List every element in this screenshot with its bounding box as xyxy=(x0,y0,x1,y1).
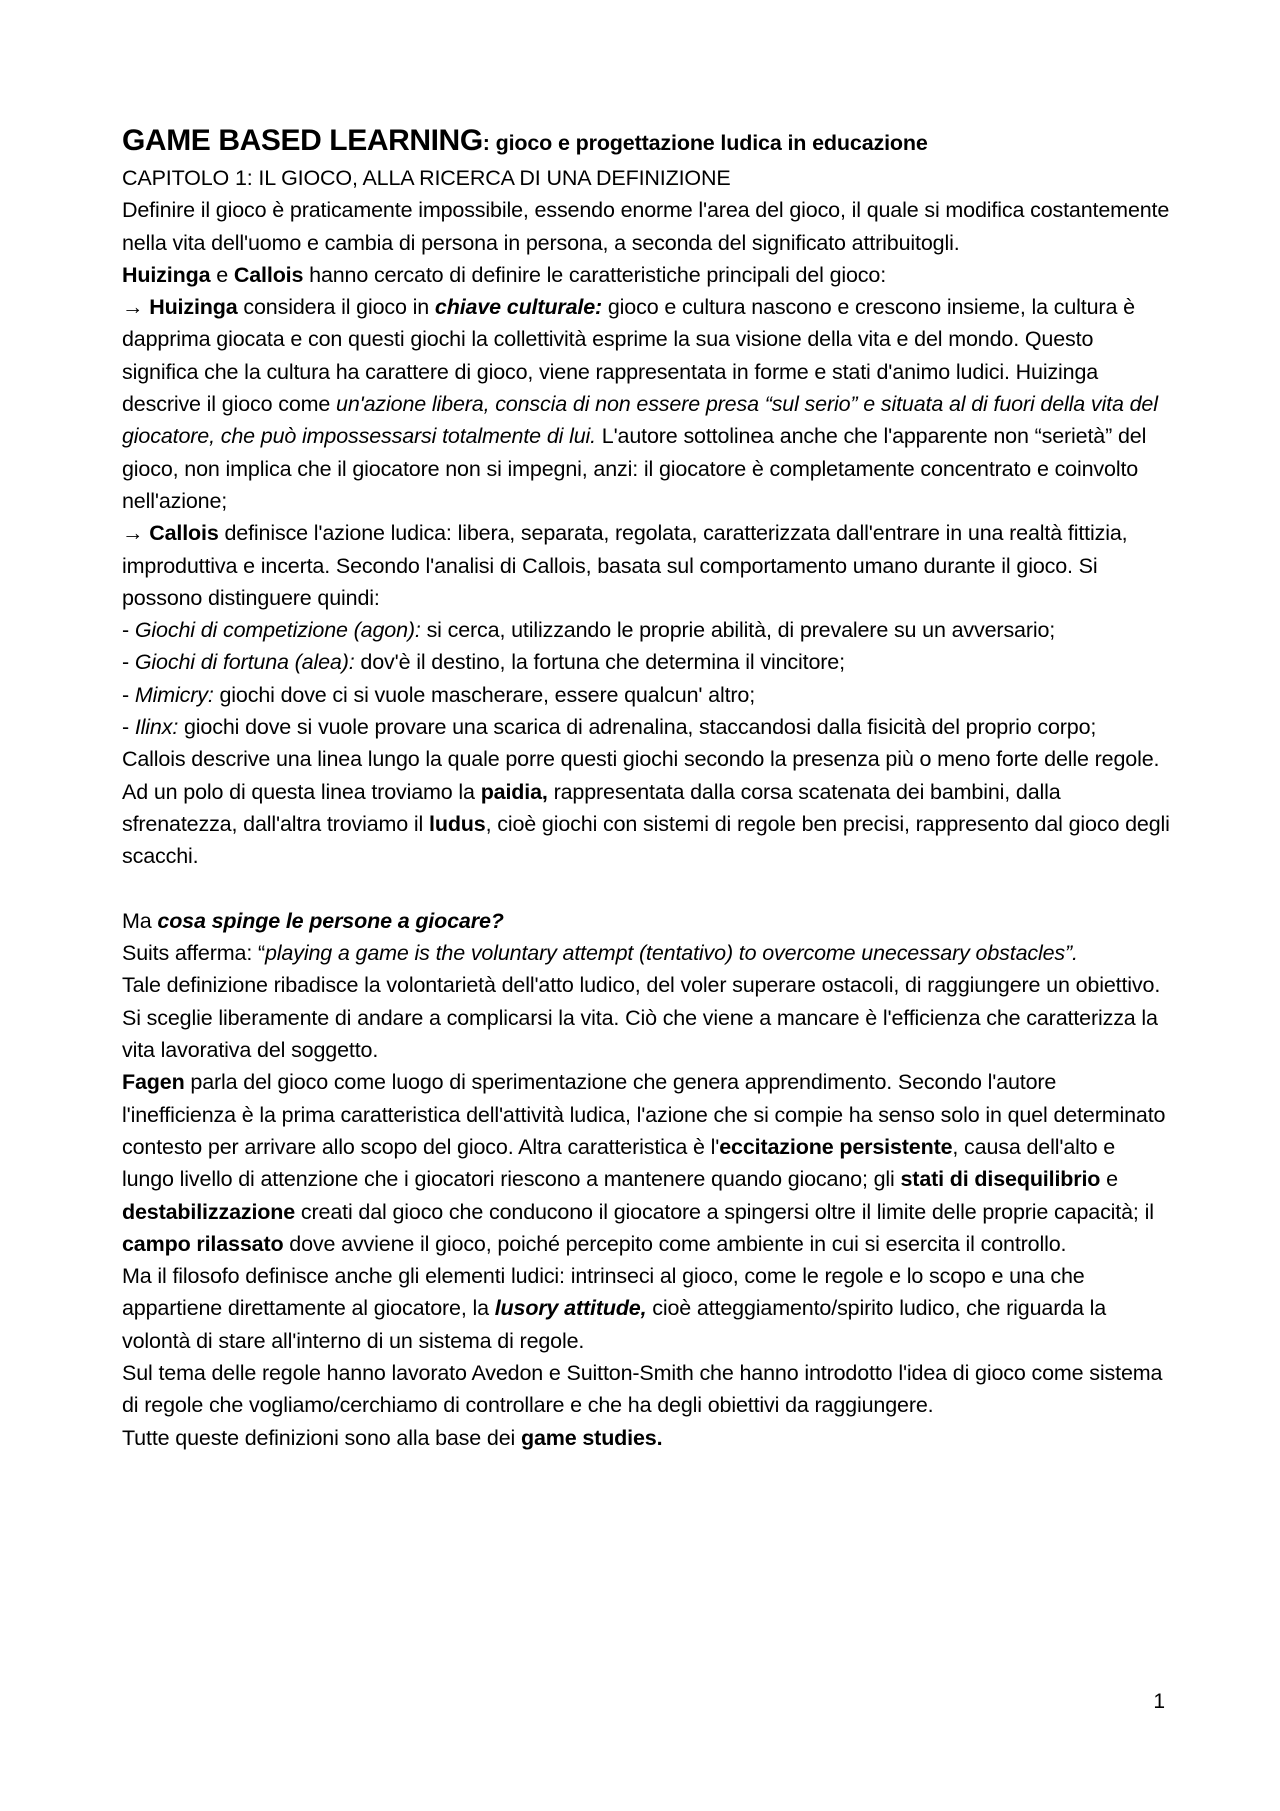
game-type-label: Giochi di competizione (agon): xyxy=(134,618,421,643)
game-type-label: Giochi di fortuna (alea): xyxy=(134,650,355,675)
term-ludus: ludus xyxy=(429,811,486,836)
title-subtitle: : gioco e progettazione ludica in educazione xyxy=(482,131,928,155)
final-paragraph: Tutte queste definizioni sono alla base dei game studies. xyxy=(122,1425,663,1450)
list-item: - Giochi di competizione (agon): si cerca, utilizzando le proprie abilità, di prevalere su un avversario; xyxy=(122,618,1056,643)
bold-term: campo rilassato xyxy=(122,1231,284,1256)
arrow-glyph: → xyxy=(122,295,150,320)
callois-paragraph: → Callois definisce l'azione ludica: libera, separata, regolata, caratterizzata dall'entrare in una realtà fittizia, improduttiva e incerta. Secondo l'analisi di Callois, basata sul comportamento umano durante il gioco. Si possono distinguere quindi: xyxy=(122,521,1128,610)
philosopher-paragraph: Ma il filosofo definisce anche gli elementi ludici: intrinseci al gioco, come le regole e lo scopo e una che appartiene direttamente al giocatore, la lusory attitude, cioè atteggiamento/spirito ludico, che riguarda la volontà di stare all'interno di un sistema di regole. xyxy=(122,1264,1107,1353)
document-title xyxy=(122,122,1172,162)
fagen-paragraph: Fagen parla del gioco come luogo di sperimentazione che genera apprendimento. Secondo l'autore l'inefficienza è la prima caratteristica dell'attività ludica, l'azione che si compie ha senso solo in quel determinato contesto per arrivare allo scopo del gioco. Altra caratteristica è l'eccitazione persistente, causa dell'alto e lungo livello di attenzione che i giocatori riescono a mantenere quando giocano; gli stati di disequilibrio e destabilizzazione creati dal gioco che conducono il giocatore a spingersi oltre il limite delle proprie capacità; il campo rilassato dove avviene il gioco, poiché percepito come ambiente in cui si esercita il controllo. xyxy=(122,1070,1166,1256)
huizinga-paragraph: → Huizinga considera il gioco in chiave culturale: gioco e cultura nascono e crescono insieme, la cultura è dapprima giocata e con questi giochi la collettività esprime la sua visione della vita e del mondo. Questo significa che la cultura ha carattere di gioco, viene rappresentata in forme e stati d'animo ludici. Huizinga descrive il gioco come un'azione libera, conscia di non essere presa “sul serio” e situata al di fuori della vita del giocatore, che può impossessarsi totalmente di lui. L'autore sottolinea anche che l'apparente non “serietà” del gioco, non implica che il giocatore non si impegni, anzi: il giocatore è completamente concentrato e coinvolto nell'azione; xyxy=(122,295,1158,513)
paidia-ludus-paragraph: Callois descrive una linea lungo la quale porre questi giochi secondo la presenza più o meno forte delle regole. Ad un polo di questa linea troviamo la paidia, rappresentata dalla corsa scatenata dei bambini, dalla sfrenatezza, dall'altra troviamo il ludus, cioè giochi con sistemi di regole ben precisi, rappresento dal gioco degli scacchi. xyxy=(122,747,1170,869)
huizinga-quote: un'azione libera, conscia di non essere presa “sul serio” e situata al di fuori della vita del giocatore, che può impossessarsi totalmente di lui. xyxy=(122,392,1158,449)
title-main: GAME BASED LEARNING xyxy=(122,124,483,157)
author-callois: Callois xyxy=(149,521,219,546)
list-item: - Mimicry: giochi dove ci si vuole mascherare, essere qualcun' altro; xyxy=(122,682,756,707)
page-number: 1 xyxy=(1153,1690,1165,1713)
rules-paragraph: Sul tema delle regole hanno lavorato Avedon e Suitton-Smith che hanno introdotto l'idea di gioco come sistema di regole che vogliamo/cerchiamo di controllare e che ha degli obiettivi da raggiungere. xyxy=(122,1360,1163,1418)
game-type-label: Mimicry: xyxy=(134,682,214,707)
arrow-glyph: → xyxy=(122,521,150,546)
question-heading: Ma cosa spinge le persone a giocare? xyxy=(122,908,504,933)
author-huizinga: Huizinga xyxy=(149,295,238,320)
bold-term: eccitazione persistente xyxy=(719,1134,953,1159)
intro-paragraph: Definire il gioco è praticamente impossibile, essendo enorme l'area del gioco, il quale si modifica costantemente nella vita dell'uomo e cambia di persona in persona, a seconda del significato attribuitogli. xyxy=(122,198,1170,255)
definition-paragraph: Tale definizione ribadisce la volontarietà dell'atto ludico, del voler superare ostacoli, di raggiungere un obiettivo. Si sceglie liberamente di andare a complicarsi la vita. Ciò che viene a mancare è l'efficienza che caratterizza la vita lavorativa del soggetto. xyxy=(122,973,1161,1063)
author-fagen: Fagen xyxy=(122,1070,185,1095)
suits-paragraph: Suits afferma: “playing a game is the voluntary attempt (tentativo) to overcome unecessary obstacles”. xyxy=(122,941,1078,966)
author-callois: Callois xyxy=(233,262,304,287)
list-item: - Giochi di fortuna (alea): dov'è il destino, la fortuna che determina il vincitore; xyxy=(122,650,845,675)
authors-paragraph: Huizinga e Callois hanno cercato di definire le caratteristiche principali del gioco: xyxy=(122,262,887,287)
bold-term: stati di disequilibrio xyxy=(900,1167,1101,1192)
key-term: lusory attitude, xyxy=(494,1296,647,1321)
term-paidia: paidia, xyxy=(480,779,548,804)
question-text: cosa spinge le persone a giocare? xyxy=(157,908,504,933)
list-item: - Ilinx: giochi dove si vuole provare una scarica di adrenalina, staccandosi dalla fisicità del proprio corpo; xyxy=(122,715,1097,740)
bold-term: destabilizzazione xyxy=(122,1199,296,1224)
author-huizinga: Huizinga xyxy=(122,262,211,287)
bold-term: game studies. xyxy=(520,1425,663,1450)
page-content xyxy=(122,122,1172,1454)
chapter-heading: CAPITOLO 1: IL GIOCO, ALLA RICERCA DI UNA DEFINIZIONE xyxy=(122,166,731,190)
suits-quote: playing a game is the voluntary attempt (tentativo) to overcome unecessary obstacles”. xyxy=(264,941,1078,966)
key-term: chiave culturale: xyxy=(434,295,603,320)
game-type-label: Ilinx: xyxy=(134,715,179,740)
paragraph-spacer xyxy=(122,873,1172,905)
